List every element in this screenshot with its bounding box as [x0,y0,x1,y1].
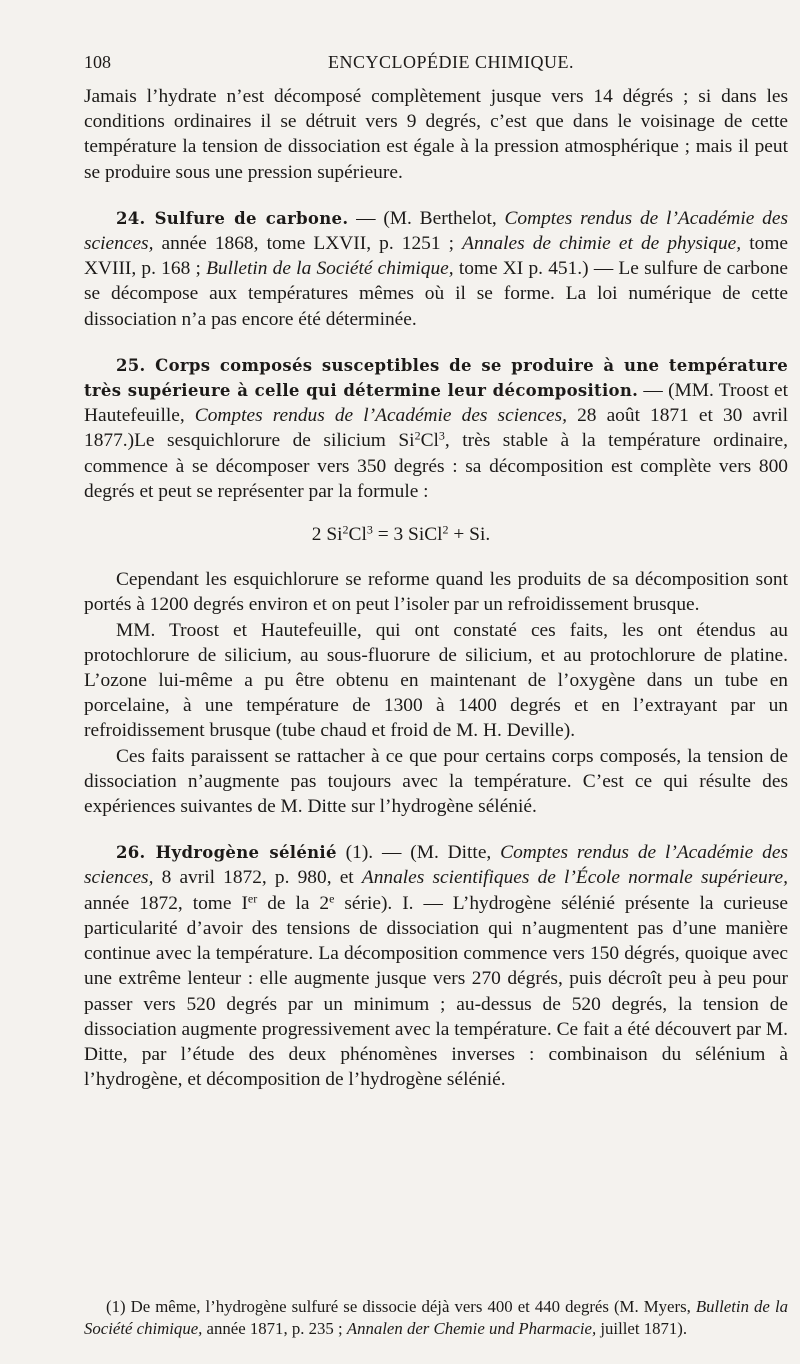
citation-title: Annales scientifiques de l’École normale supérieure, [361,867,789,889]
section-26-text: de la 2 [257,892,330,914]
section-24-text: tome XVIII, p. 168 ; [84,233,789,280]
footnote-part: année 1871, p. 235 ; [202,1319,347,1338]
section-26-text: 8 avril 1872, p. 980, et [153,867,362,889]
page-body [84,84,788,1092]
page-header [84,52,780,80]
formula-part: = 3 SiCl [372,524,443,546]
paragraph: Ces faits paraissent se rattacher à ce que pour certains corps composés, la tension de dissociation n’augmente pas toujours avec la température. C’est ce qui résulte des expériences suivantes de M. Ditte sur l’hydrogène sélénié. [84,745,788,818]
superscript: 2 [342,522,349,537]
superscript: 3 [438,428,445,443]
formula-part: 2 Si [311,524,343,546]
section-25-text: Cl [420,430,439,452]
citation-title: Annalen der Chemie und Pharmacie, [346,1319,597,1338]
footnote-part: juillet 1871). [596,1319,688,1338]
paragraph: Cependant les esquichlorure se reforme quand les produits de sa décomposition sont portés à 1200 degrés environ et on peut l’isoler par un refroidissement brusque. [84,569,788,616]
citation-title: Comptes rendus de l’Académie des sciences, [84,842,788,889]
section-25-text: , très stable à la température ordinaire, commence à se décomposer vers 350 degrés : sa décomposition est complète vers 800 degrés et peut se représenter par la formule : [84,430,788,502]
footnote [84,1296,788,1340]
running-title: ENCYCLOPÉDIE CHIMIQUE. [328,52,574,72]
citation-title: Comptes rendus de l’Académie des sciences, [84,207,788,255]
section-26-title: 26. Hydrogène sélénié [116,843,337,863]
superscript: 2 [442,522,449,537]
superscript: e [329,891,335,906]
paragraph-intro: Jamais l’hydrate n’est décomposé complètement jusque vers 14 dégrés ; si dans les conditions ordinaires il se détruit vers 9 degrés, c’est que dans le voisinage de cette température la tension de dissociation est égale à la pression atmosphérique ; mais il peut se produire sous une pression supérieure. [84,86,788,183]
paragraph: MM. Troost et Hautefeuille, qui ont constaté ces faits, les ont étendus au protochlorure de silicium, au sous-fluorure de silicium, et au protochlorure de platine. L’ozone lui-même a pu être obtenu en maintenant de l’oxygène dans un tube en porcelaine, à une température de 1300 à 1400 degrés et en l’extrayant par un refroidissement brusque (tube chaud et froid de M. H. Deville). [84,619,788,742]
footnote-text [84,1296,788,1340]
citation-title: Annales de chimie et de physique, [462,233,742,255]
section-26-text: (1). — (M. Ditte, [336,842,501,864]
section-24-title: 24. Sulfure de carbone. [116,208,349,228]
footnote-part: (1) De même, l’hydrogène sulfuré se dissocie déjà vers 400 et 440 degrés (M. Myers, [106,1297,696,1316]
superscript: er [247,891,258,906]
section-24-text: — (M. Berthelot, [348,207,505,229]
chemical-formula [84,522,788,547]
section-26 [84,840,788,1092]
citation-title: Comptes rendus de l’Académie des sciences, [194,405,568,427]
citation-title: Bulletin de la Société chimique, [84,1297,788,1338]
section-26-text: série). I. — L’hydrogène sélénié présente la curieuse particularité d’avoir des tensions de dissociation qui n’augmentent pas d’une manière continue avec la température. La décomposition commence vers 150 dégrés, quoique avec une extrême lenteur : elle augmente jusque vers 270 dégrés, puis décroît peu à peu pour passer vers 520 degrés par un minimum ; au-dessus de 520 degrés, la tension de dissociation augmente progressivement avec la température. Ce fait a été découvert par M. Ditte, par l’étude des deux phénomènes inverses : combinaison du sélénium à l’hydrogène, et décomposition de l’hydrogène sélénié. [84,892,788,1091]
section-25-title: 25. Corps composés susceptibles de se produire à une température très supérieure à celle qui détermine leur décomposition. [84,355,788,401]
citation-title: Bulletin de la Société chimique, [206,258,454,280]
superscript: 3 [366,522,373,537]
section-24-text: année 1868, tome LXVII, p. 1251 ; [153,233,463,255]
superscript: 2 [414,428,421,443]
section-25-text: 28 août 1871 et 30 avril 1877.)Le sesquichlorure de silicium Si [84,405,788,452]
section-25 [84,353,788,504]
page-number: 108 [84,52,111,72]
section-24 [84,206,788,332]
formula-part: + Si. [448,524,491,546]
section-24-text: tome XI p. 451.) — Le sulfure de carbone se décompose aux températures mêmes où il se forme. La loi numérique de cette dissociation n’a pas encore été déterminée. [84,258,788,330]
section-25-text: — (MM. Troost et Hautefeuille, [84,380,788,427]
formula-part: Cl [348,524,367,546]
section-26-text: année 1872, tome I [84,892,248,914]
